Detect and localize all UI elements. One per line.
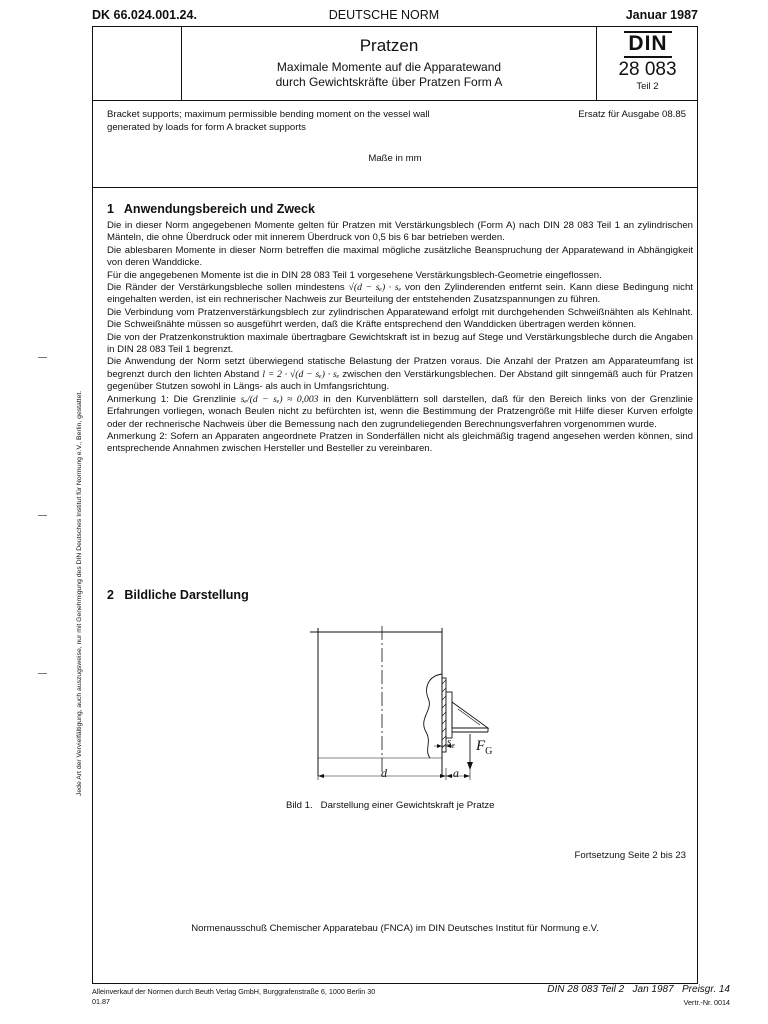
contract-number: Vertr.-Nr. 0014 xyxy=(683,998,730,1007)
note-1: Anmerkung 1: Die Grenzlinie sₑ/(d − sₑ) ≈ 0,003 in den Kurvenblättern soll darstellen, daß für den Bereich links von der Grenzlinie Erfahrungen vorliegen, wonach Beulen nicht zu befürchten ist, wenn die Bestimmung der Pratzengröße mit Hilfe dieser Kurven erfolgte oder der rechnerische Nachweis über die Bemessung nach den zugrundeliegenden Berechnungsverfahren vorgenommen wurde. xyxy=(107,393,693,430)
figure-caption: Bild 1. Darstellung einer Gewichtskraft je Pratze xyxy=(286,800,495,811)
margin-tick xyxy=(38,357,47,358)
paragraph: Die Verbindung vom Pratzenverstärkungsblech zur zylindrischen Apparatewand erfolgt mit durchgehenden Schweißnähten als Kehlnaht. Die Schweißnähte müssen so ausgeführt werden, daß die Kräfte entsprechend den Wanddicken übertragen werden können. xyxy=(107,306,693,331)
document-category: DEUTSCHE NORM xyxy=(328,8,440,22)
english-title xyxy=(107,109,527,134)
spacing-formula: l = 2 · √(d − sₑ) · sₑ xyxy=(262,368,340,380)
section-2-heading: 2 Bildliche Darstellung xyxy=(107,588,249,602)
note-2: Anmerkung 2: Sofern an Apparaten angeordnete Pratzen in Sonderfällen nicht als gleichmäßig tragend angesehen werden können, sind entsprechende Annahmen zwischen Hersteller und Besteller zu vereinbaren. xyxy=(107,430,693,455)
paragraph: Die in dieser Norm angegebenen Momente gelten für Pratzen mit Verstärkungsblech (Form A) nach DIN 28 083 Teil 1 an zylindrischen Mänteln, die ohne Überdruck oder mit innerem Überdruck von 0,5 bis 6 bar betrieben werden. xyxy=(107,220,693,244)
distance-formula: √(d − sₑ) · sₑ xyxy=(348,282,402,294)
issue-date: Januar 1987 xyxy=(625,8,698,22)
margin-tick xyxy=(38,673,47,674)
units-note: Maße in mm xyxy=(368,153,422,164)
din-number: 28 083 xyxy=(618,59,677,80)
sales-line: Alleinverkauf der Normen durch Beuth Verlag GmbH, Burggrafenstraße 6, 1000 Berlin 30 xyxy=(92,987,376,996)
margin-tick xyxy=(38,515,47,516)
part-number: Teil 2 xyxy=(636,81,659,92)
section-1-body xyxy=(107,220,693,456)
paragraph: Die ablesbaren Momente in dieser Norm betreffen die maximal mögliche zusätzliche Beanspruchung der Apparatewand in Abhängigkeit von deren Wanddicke. xyxy=(107,244,693,269)
english-title-line-1: Bracket supports; maximum permissible bending moment on the vessel wall xyxy=(107,109,430,120)
wall-thickness-label: $s_e$ xyxy=(447,736,455,751)
print-code: 01.87 xyxy=(92,997,110,1006)
title-bottom-rule xyxy=(92,100,698,101)
dk-number: DK 66.024.001.24. xyxy=(92,8,197,22)
section-rule xyxy=(92,187,698,188)
force-label: $F_G$ xyxy=(476,738,493,757)
page-frame xyxy=(92,26,698,984)
lever-arm-label: a xyxy=(453,766,459,780)
copyright-notice: Jede Art der Vervielfältigung, auch auszugsweise, nur mit Genehmigung des DIN Deutsches Institut für Normung e.V., Berlin, gestattet. xyxy=(76,390,83,796)
subtitle-line-2: durch Gewichtskräfte über Pratzen Form A xyxy=(275,74,503,89)
paragraph: Die von der Pratzenkonstruktion maximale übertragbare Gewichtskraft ist in bezug auf Stege und Verstärkungsbleche durch die Angaben in DIN 28 083 Teil 1 begrenzt. xyxy=(107,331,693,356)
page-title: Pratzen xyxy=(359,36,419,55)
paragraph: Die Ränder der Verstärkungsbleche sollen mindestens √(d − sₑ) · sₑ von den Zylinderenden entfernt sein. Kann diese Bedingung nicht eingehalten werden, ist ein rechnerischer Nachweis zur Beurteilung der entstehenden Zusatzspannungen zu führen. xyxy=(107,282,693,306)
paragraph: Für die angegebenen Momente ist die in DIN 28 083 Teil 1 vorgesehene Verstärkungsblech-Geometrie eingeflossen. xyxy=(107,269,602,281)
paragraph: Die Anwendung der Norm setzt überwiegend statische Belastung der Pratzen voraus. Die Anzahl der Pratzen am Apparateumfang ist begrenzt durch den lichten Abstand l = 2 · √(d − sₑ) · sₑ zwischen den Verstärkungsblechen. Der Abstand gilt sinngemäß auch für Pratzen gegenüber Stutzen sowohl in Längs- als auch in Umfangsrichtung. xyxy=(107,356,693,393)
continuation-note: Fortsetzung Seite 2 bis 23 xyxy=(574,850,686,861)
replaces-edition: Ersatz für Ausgabe 08.85 xyxy=(578,109,686,120)
diameter-label: d xyxy=(381,766,387,780)
din-logo: DIN xyxy=(624,31,672,57)
committee: Normenausschuß Chemischer Apparatebau (FNCA) im DIN Deutsches Institut für Normung e.V. xyxy=(191,923,599,934)
limit-formula: sₑ/(d − sₑ) ≈ 0,003 xyxy=(240,393,319,405)
subtitle-line-1: Maximale Momente auf die Apparatewand xyxy=(276,60,502,74)
bracket-figure xyxy=(300,618,510,788)
document-reference: DIN 28 083 Teil 2 Jan 1987 Preisgr. 14 xyxy=(547,984,730,995)
english-title-line-2: generated by loads for form A bracket supports xyxy=(107,121,306,133)
section-1-heading: 1 Anwendungsbereich und Zweck xyxy=(107,202,315,216)
page-subtitle xyxy=(182,60,596,89)
